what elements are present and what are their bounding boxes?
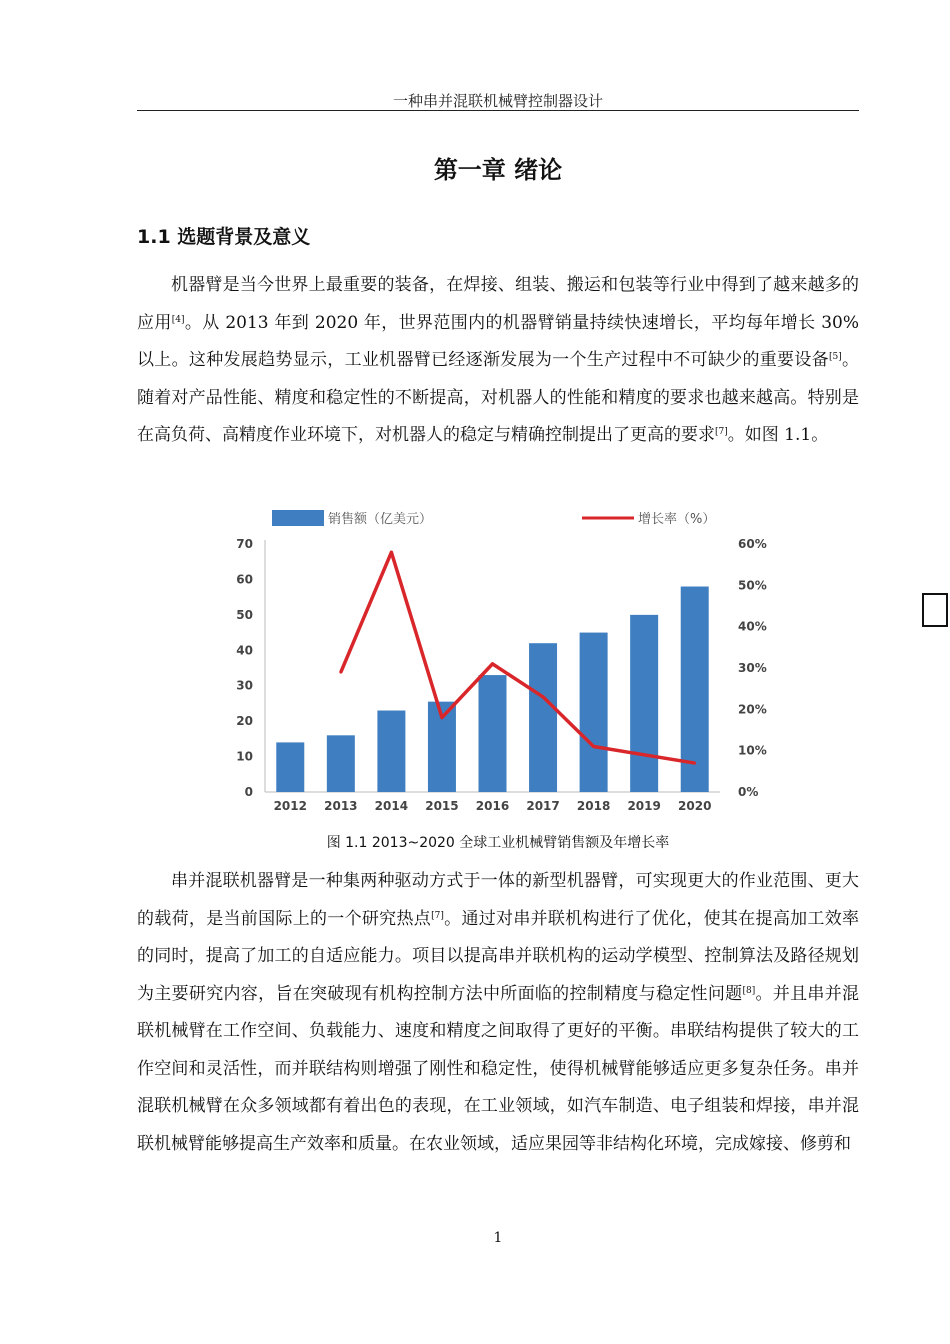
growth-point-2019 [643,753,646,756]
y-right-tick-label: 60% [738,537,767,551]
x-tick-label: 2016 [475,799,510,813]
citation-ref: [8] [742,985,756,996]
section-title: 1.1 选题背景及意义 [137,226,311,248]
x-tick-label: 2020 [678,799,712,813]
y-right-tick-label: 20% [738,702,767,717]
text-run: 。随着对产品性能、精度和稳定性的不断提高，对机器人的性能和精度的要求也越来越高。特别是在高负荷、高精度作业环境下，对机器人的稳定与精确控制提出了更高的要求 [137,350,860,445]
citation-ref: [7] [715,427,728,437]
text-run: 。如图 1.1。 [727,425,829,445]
growth-point-2017 [542,695,545,698]
citation-ref: [7] [431,910,444,921]
body-paragraph-1 [137,267,859,455]
growth-point-2020 [693,762,696,765]
body-paragraph-2 [137,863,859,1163]
y-right-tick-label: 30% [738,661,767,675]
growth-point-2018 [592,745,595,748]
y-left-tick-label: 50 [236,607,253,622]
y-left-tick-label: 0 [244,785,253,799]
y-left-tick-label: 10 [236,749,253,764]
citation-ref: [5] [828,352,842,362]
header-rule [137,110,859,111]
text-run: 。并且串并混联机械臂在工作空间、负载能力、速度和精度之间取得了更好的平衡。串联结构提供了较大的工作空间和灵活性，而并联结构则增强了刚性和稳定性，使得机械臂能够适应更多复杂任务。串并混联机械臂在众多领域都有着出色的表现，在工业领域，如汽车制造、电子组装和焊接，串并混联机械臂能够提高生产效率和质量。在农业领域，适应果园等非结构化环境，完成嫁接、修剪和 [137,983,860,1154]
bar-2012 [276,742,304,792]
figure-caption: 图 1.1 2013~2020 全球工业机械臂销售额及年增长率 [326,835,670,851]
bar-2016 [479,675,507,792]
y-left-tick-label: 40 [236,643,253,658]
legend-label-growth: 增长率（%） [638,512,716,527]
growth-point-2014 [390,551,393,554]
text-run: 。从 2013 年到 2020 年，世界范围内的机器臂销量持续快速增长，平均每年增长 30%以上。这种发展趋势显示，工业机器臂已经逐渐发展为一个生产过程中不可缺少的重要设备 [137,312,859,370]
chart-legend [272,510,715,527]
bar-2014 [377,711,405,792]
bar-2018 [580,633,608,792]
x-tick-label: 2012 [273,799,307,813]
y-right-tick-label: 10% [738,743,767,758]
x-tick-label: 2018 [576,799,611,813]
growth-point-2016 [491,662,494,665]
text-run: 。通过对串并联机构进行了优化，使其在提高加工效率的同时，提高了加工的自适应能力。项目以提高串并联机构的运动学模型、控制算法及路径规划为主要研究内容，旨在突破现有机构控制方法中所面临的控制精度与稳定性问题 [137,908,860,1004]
y-left-tick-label: 60 [236,572,253,587]
y-left-tick-label: 30 [236,678,253,693]
x-tick-label: 2019 [627,799,661,813]
x-tick-label: 2015 [425,799,459,813]
legend-label-sales: 销售额（亿美元） [328,512,433,527]
legend-bar-swatch [272,510,324,526]
chapter-title: 第一章 绪论 [433,156,563,184]
text-run: 串并混联机器臂是一种集两种驱动方式于一体的新型机器臂，可实现更大的作业范围、更大的载荷，是当前国际上的一个研究热点 [137,871,859,929]
x-tick-label: 2014 [374,799,409,813]
x-tick-label: 2013 [324,799,358,813]
y-right-tick-label: 50% [738,578,767,593]
growth-point-2015 [440,716,443,719]
y-right-tick-label: 0% [738,785,759,799]
y-right-tick-label: 40% [738,619,767,634]
y-left-tick-label: 70 [236,537,253,551]
citation-ref: [4] [171,314,185,325]
margin-box [922,593,948,627]
page-number: 1 [493,1230,503,1246]
sales-growth-chart [230,502,770,818]
x-tick-label: 2017 [526,799,560,813]
figure-1-1 [230,502,770,822]
bar-2019 [630,615,658,792]
bar-2013 [327,735,355,792]
bar-series [276,587,708,792]
text-run: 机器臂是当今世界上最重要的装备，在焊接、组装、搬运和包装等行业中得到了越来越多的应用 [137,275,859,333]
running-header: 一种串并混联机械臂控制器设计 [392,92,603,110]
bar-2017 [529,643,557,792]
growth-point-2013 [339,671,342,674]
y-left-tick-label: 20 [236,714,253,729]
